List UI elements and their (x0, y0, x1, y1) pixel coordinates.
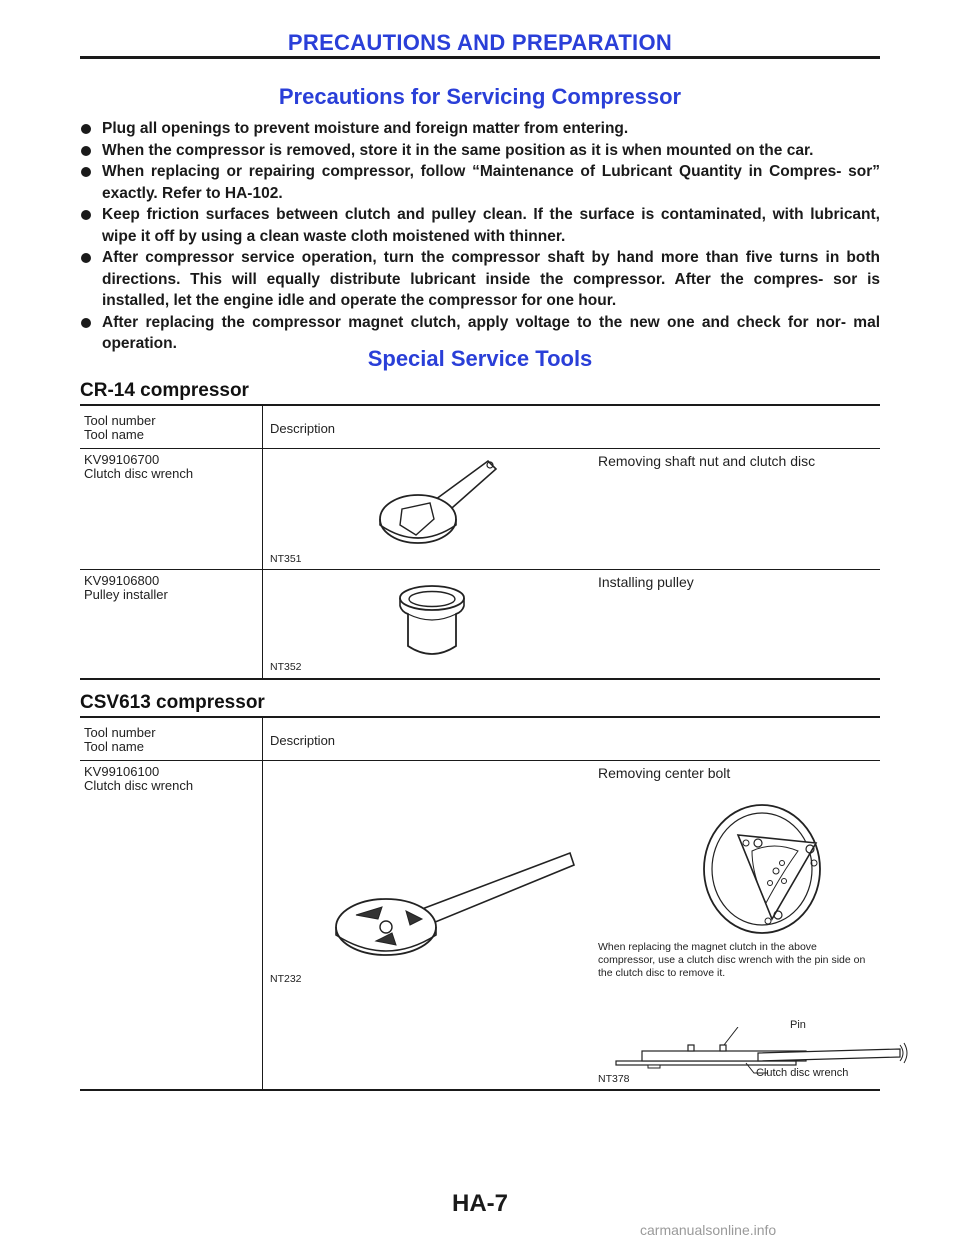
table-row (80, 570, 880, 678)
cr14-table (80, 404, 880, 680)
precaution-item: Keep friction surfaces between clutch and pulley clean. If the surface is contaminated, with lubricant, wipe it off by using a clean waste cloth moistened with thinner. (80, 204, 880, 247)
clutch-disc-wrench-illustration (370, 453, 510, 553)
tool-description: Removing shaft nut and clutch disc (598, 453, 816, 469)
bullet-icon (81, 253, 91, 263)
bullet-icon (81, 210, 91, 220)
precaution-item: When replacing or repairing compressor, follow “Maintenance of Lubricant Quantity in Compres- sor” exactly. Refer to HA-102. (80, 161, 880, 204)
header-description: Description (270, 733, 336, 748)
tool-name: Clutch disc wrench (84, 466, 194, 481)
special-tools-title: Special Service Tools (367, 346, 593, 371)
pulley-installer-illustration (392, 582, 472, 664)
csv613-table (80, 716, 880, 1091)
header-tool-name: Tool name (84, 427, 144, 442)
header-tool-number: Tool number (84, 725, 156, 740)
clutch-disc-diagram (654, 791, 844, 941)
pin-label: Pin (790, 1019, 806, 1031)
page-number: HA-7 (451, 1190, 508, 1217)
csv613-title: CSV613 compressor (80, 692, 265, 713)
bullet-icon (81, 146, 91, 156)
figure-code: NT232 (270, 973, 302, 985)
table-row (80, 449, 880, 570)
tool-number: KV99106800 (84, 573, 160, 588)
tool-name: Clutch disc wrench (84, 778, 194, 793)
tool-description: Removing center bolt (598, 765, 731, 781)
tool-name: Pulley installer (84, 587, 168, 602)
precaution-item: Plug all openings to prevent moisture and foreign matter from entering. (80, 118, 880, 140)
cr14-title: CR-14 compressor (80, 380, 249, 401)
header-description: Description (270, 421, 336, 436)
tool-description: Installing pulley (598, 574, 694, 590)
header-rule (80, 56, 880, 59)
bullet-icon (81, 167, 91, 177)
precautions-list (80, 118, 880, 355)
table-header (80, 718, 880, 761)
table-row (80, 761, 880, 1089)
figure-code: NT378 (598, 1073, 630, 1085)
clutch-disc-wrench-label: Clutch disc wrench (756, 1067, 849, 1079)
table-header (80, 406, 880, 449)
section-header: PRECAUTIONS AND PREPARATION (287, 30, 673, 55)
precaution-item: After replacing the compressor magnet clutch, apply voltage to the new one and check for nor- mal operation. (80, 312, 880, 355)
precaution-item: After compressor service operation, turn the compressor shaft by hand more than five turns in both directions. This will equally distribute lubricant inside the compressor. After the compres- sor is installed, let the engine idle and operate the compressor for one hour. (80, 247, 880, 312)
figure-code: NT352 (270, 661, 302, 673)
header-tool-name: Tool name (84, 739, 144, 754)
note-text: When replacing the magnet clutch in the above compressor, use a clutch disc wrench with the pin side on the clutch disc to remove it. (598, 941, 866, 979)
clutch-disc-wrench-illustration (334, 845, 584, 975)
precaution-item: When the compressor is removed, store it in the same position as it is when mounted on the car. (80, 140, 880, 162)
bullet-icon (81, 124, 91, 134)
watermark: carmanualsonline.info (640, 1222, 777, 1238)
header-tool-number: Tool number (84, 413, 156, 428)
precautions-title: Precautions for Servicing Compressor (278, 84, 682, 109)
tool-number: KV99106700 (84, 452, 160, 467)
figure-code: NT351 (270, 553, 302, 565)
bullet-icon (81, 318, 91, 328)
tool-number: KV99106100 (84, 764, 160, 779)
